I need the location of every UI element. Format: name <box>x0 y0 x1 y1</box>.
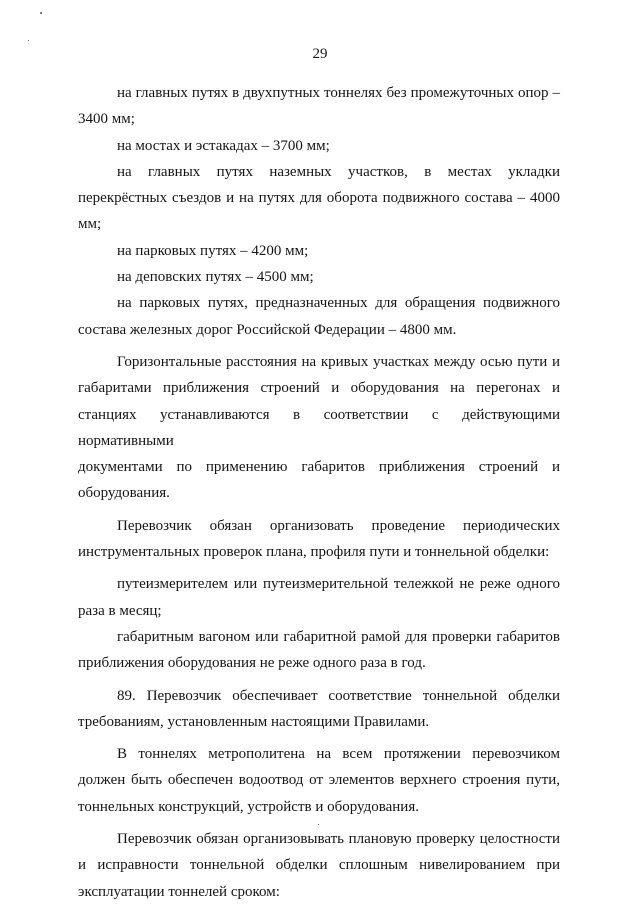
paragraph <box>78 349 560 507</box>
paragraph <box>78 80 560 133</box>
text-line: приближения оборудования не реже одного раза в год. <box>78 655 426 672</box>
text-line: 3400 мм; <box>78 111 135 128</box>
page-number: 29 <box>312 46 328 62</box>
text-line: Горизонтальные расстояния на кривых участках между осью пути и <box>117 353 560 370</box>
text-line: Перевозчик обязан организовать проведение периодических <box>117 517 560 534</box>
paragraph <box>78 264 560 290</box>
text-line: на главных путях наземных участков, в местах укладки <box>117 163 560 180</box>
paragraph <box>78 238 560 264</box>
document-body <box>78 80 560 905</box>
paragraph <box>78 683 560 736</box>
text-line: должен быть обеспечен водоотвод от элементов верхнего строения пути, <box>78 772 560 789</box>
text-line: на парковых путях – 4200 мм; <box>117 242 309 259</box>
text-line: мм; <box>78 216 102 233</box>
text-line: 89. Перевозчик обеспечивает соответствие тоннельной обделки <box>117 687 560 704</box>
text-line: станциях устанавливаются в соответствии с действующими нормативными <box>78 406 560 449</box>
paragraph <box>78 624 560 677</box>
text-line: на деповских путях – 4500 мм; <box>117 269 314 286</box>
text-line: эксплуатации тоннелей сроком: <box>78 883 280 900</box>
text-line: габаритным вагоном или габаритной рамой для проверки габаритов <box>117 628 560 645</box>
text-line: В тоннелях метрополитена на всем протяжении перевозчиком <box>117 746 560 763</box>
text-line: на главных путях в двухпутных тоннелях без промежуточных опор – <box>117 85 560 101</box>
text-line: габаритами приближения строений и оборудования на перегонах и <box>78 380 560 397</box>
text-line: инструментальных проверок плана, профиля пути и тоннельной обделки: <box>78 544 550 561</box>
text-line: и исправности тоннельной обделки сплошным нивелированием при <box>78 857 560 874</box>
paragraph <box>78 741 560 820</box>
text-line: тоннельных конструкций, устройств и оборудования. <box>78 798 419 815</box>
text-line: документами по применению габаритов приближения строений и <box>78 459 560 476</box>
text-line: перекрёстных съездов и на путях для оборота подвижного состава – 4000 <box>78 190 560 207</box>
text-line: раза в месяц; <box>78 602 162 619</box>
paragraph <box>78 290 560 343</box>
paragraph <box>78 159 560 238</box>
text-line: путеизмерителем или путеизмерительной тележкой не реже одного <box>117 576 560 593</box>
text-line: требованиям, установленным настоящими Правилами. <box>78 713 430 730</box>
paragraph <box>78 571 560 624</box>
text-line: на мостах и эстакадах – 3700 мм; <box>117 137 330 154</box>
text-line: Перевозчик обязан организовывать плановую проверку целостности <box>117 831 560 848</box>
paragraph <box>78 513 560 566</box>
text-line: на парковых путях, предназначенных для обращения подвижного <box>117 295 560 312</box>
paragraph <box>78 133 560 159</box>
scan-speck <box>40 12 42 14</box>
paragraph <box>78 826 560 905</box>
text-line: оборудования. <box>78 485 170 502</box>
text-line: состава железных дорог Российской Федерации – 4800 мм. <box>78 321 457 338</box>
scan-speck <box>28 40 29 41</box>
